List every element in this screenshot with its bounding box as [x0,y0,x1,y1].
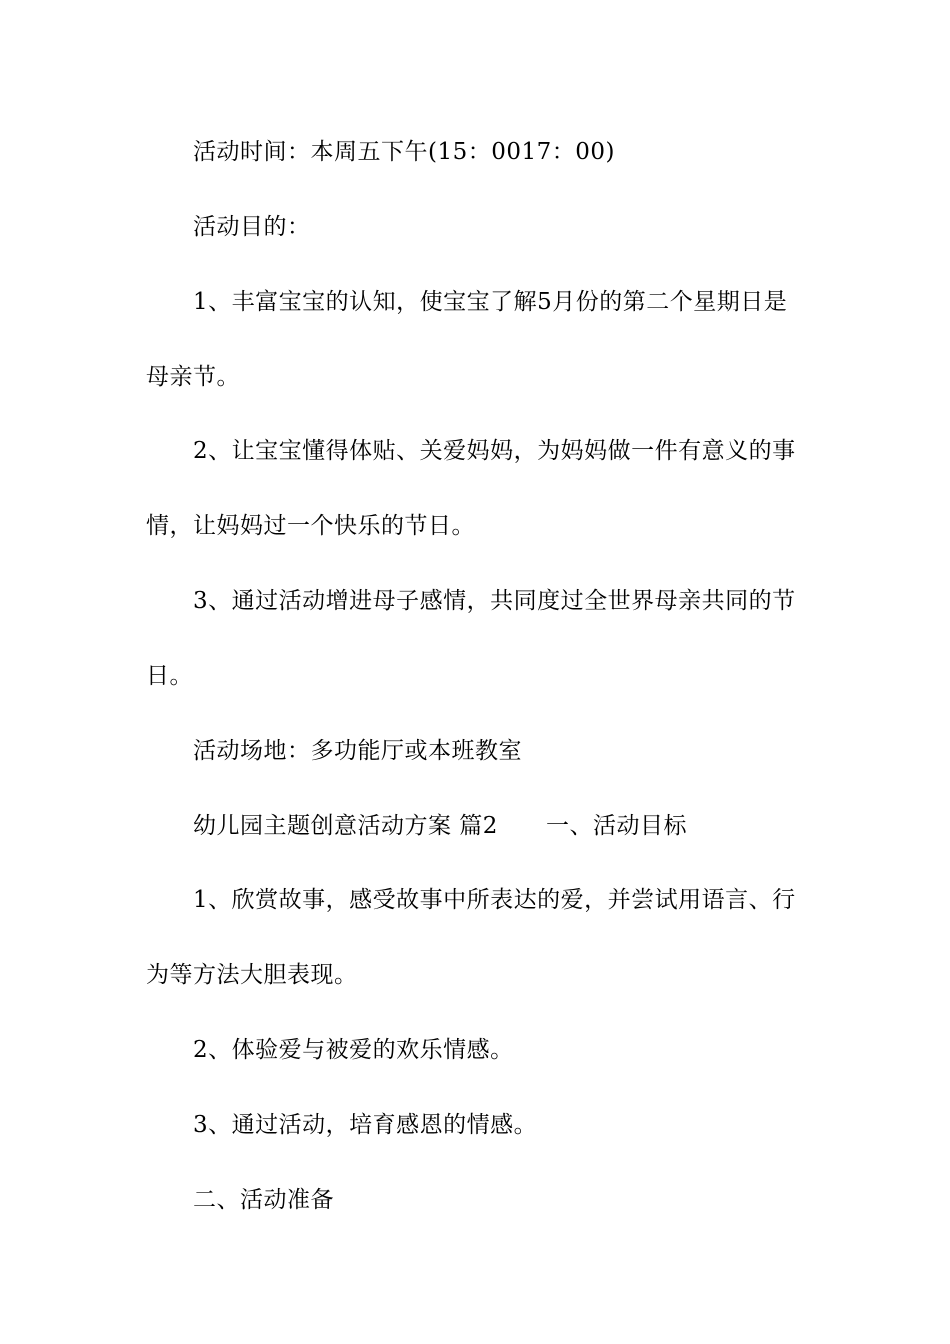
purpose-item-1-line-1: 1、丰富宝宝的认知，使宝宝了解5月份的第二个星期日是 [193,289,788,315]
goal-item-3-line: 3、通过活动，培育感恩的情感。 [193,1112,538,1138]
section-2-heading: 二、活动准备 [193,1187,334,1213]
activity-purpose-heading: 活动目的： [193,214,311,240]
purpose-item-3-line-2: 日。 [146,663,193,689]
goal-item-1-line-2: 为等方法大胆表现。 [146,962,358,988]
section-1-heading: 一、活动目标 [545,813,687,839]
purpose-item-1-line-2: 母亲节。 [146,364,240,390]
purpose-item-3-line-1: 3、通过活动增进母子感情，共同度过全世界母亲共同的节 [193,588,796,614]
activity-time-line: 活动时间：本周五下午(15：0017：00) [193,139,616,165]
goal-item-1-line-1: 1、欣赏故事，感受故事中所表达的爱，并尝试用语言、行 [193,887,796,913]
activity-venue-line: 活动场地：多功能厅或本班教室 [193,738,522,764]
purpose-item-2-line-1: 2、让宝宝懂得体贴、关爱妈妈，为妈妈做一件有意义的事 [193,438,796,464]
plan-2-heading-line [193,810,816,842]
goal-item-2-line: 2、体验爱与被爱的欢乐情感。 [193,1037,514,1063]
plan-2-title: 幼儿园主题创意活动方案 篇2 [193,813,498,839]
purpose-item-2-line-2: 情，让妈妈过一个快乐的节日。 [146,513,475,539]
